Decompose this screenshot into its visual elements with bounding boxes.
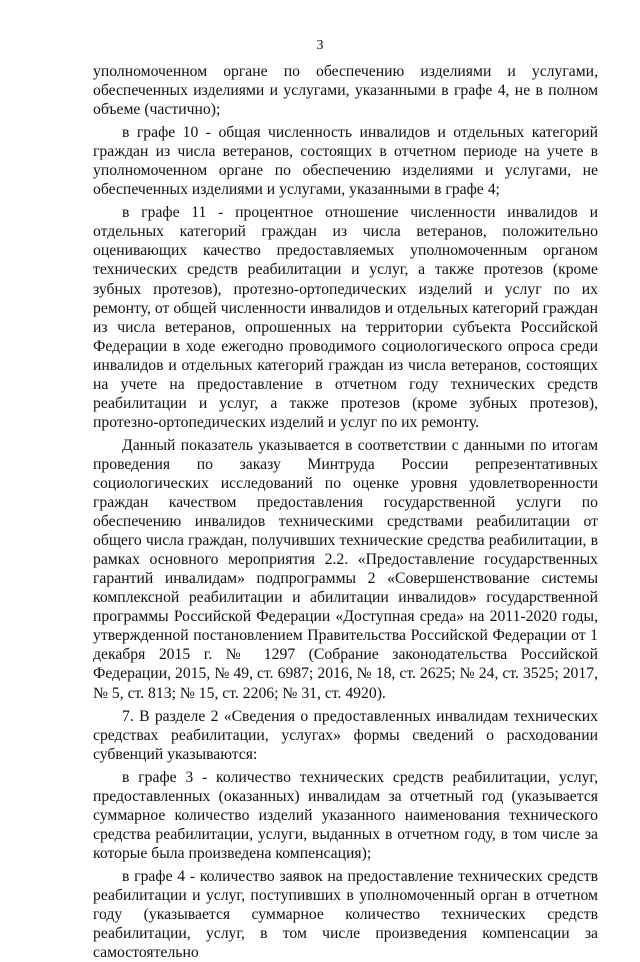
paragraph-continuation: уполномоченном органе по обеспечению изделиями и услугами, обеспеченных изделиями и услугами, указанными в графе 4, не в полном объеме (частично); [93,63,598,119]
paragraph-section-7: 7. В разделе 2 «Сведения о предоставленных инвалидам технических средствах реабилитации, услугах» формы сведений о расходовании субвенций указываются: [93,707,598,763]
page-number: 3 [316,38,324,53]
paragraph-grafa-11: в графе 11 - процентное отношение численности инвалидов и отдельных категорий граждан из числа ветеранов, положительно оценивающих качество предоставляемых уполномоченным органом технических средств реабилитации и услуг, а также протезов (кроме зубных протезов), протезно-ортопедических изделий и услуг по их ремонту, от общей численности инвалидов и отдельных категорий граждан из числа ветеранов, опрошенных на территории субъекта Российской Федерации в ходе ежегодно проводимого социологического опроса среди инвалидов и отдельных категорий граждан из числа ветеранов, состоящих на учете на предоставление в отчетном году технических средств реабилитации и услуг, а также протезов (кроме зубных протезов), протезно-ортопедических изделий и услуг по их ремонту. [93,204,598,431]
paragraph-grafa-3: в графе 3 - количество технических средств реабилитации, услуг, предоставленных (оказанных) инвалидам за отчетный год (указывается суммарное количество изделий указанного наименования технического средства реабилитации, услуги, выданных в отчетном году, в том числе за которые была произведена компенсация); [93,768,598,862]
paragraph-indicator-source: Данный показатель указывается в соответствии с данными по итогам проведения по заказу Минтруда России репрезентативных социологических исследований по оценке уровня удовлетворенности граждан качеством предоставления государственной услуги по обеспечению инвалидов техническими средствами реабилитации от общего числа граждан, получивших технические средства реабилитации, в рамках основного мероприятия 2.2. «Предоставление государственных гарантий инвалидам» подпрограммы 2 «Совершенствование системы комплексной реабилитации и абилитации инвалидов» государственной программы Российской Федерации «Доступная среда» на 2011-2020 годы, утвержденной постановлением Правительства Российской Федерации от 1 декабря 2015 г. № 1297 (Собрание законодательства Российской Федерации, 2015, № 49, ст. 6987; 2016, № 18, ст. 2625; № 24, ст. 3525; 2017, № 5, ст. 813; № 15, ст. 2206; № 31, ст. 4920). [93,436,598,702]
paragraph-grafa-4: в графе 4 - количество заявок на предоставление технических средств реабилитации и услуг, поступивших в уполномоченный орган в отчетном году (указывается суммарное количество технических средств реабилитации, услуг, в том числе произведения компенсации за самостоятельно [93,867,598,962]
paragraph-grafa-10: в графе 10 - общая численность инвалидов и отдельных категорий граждан из числа ветеранов, состоящих в отчетном периоде на учете в уполномоченном органе по обеспечению изделиями и услугами, не обеспеченных изделиями и услугами, указанными в графе 4; [93,124,598,199]
document-body [93,62,598,962]
